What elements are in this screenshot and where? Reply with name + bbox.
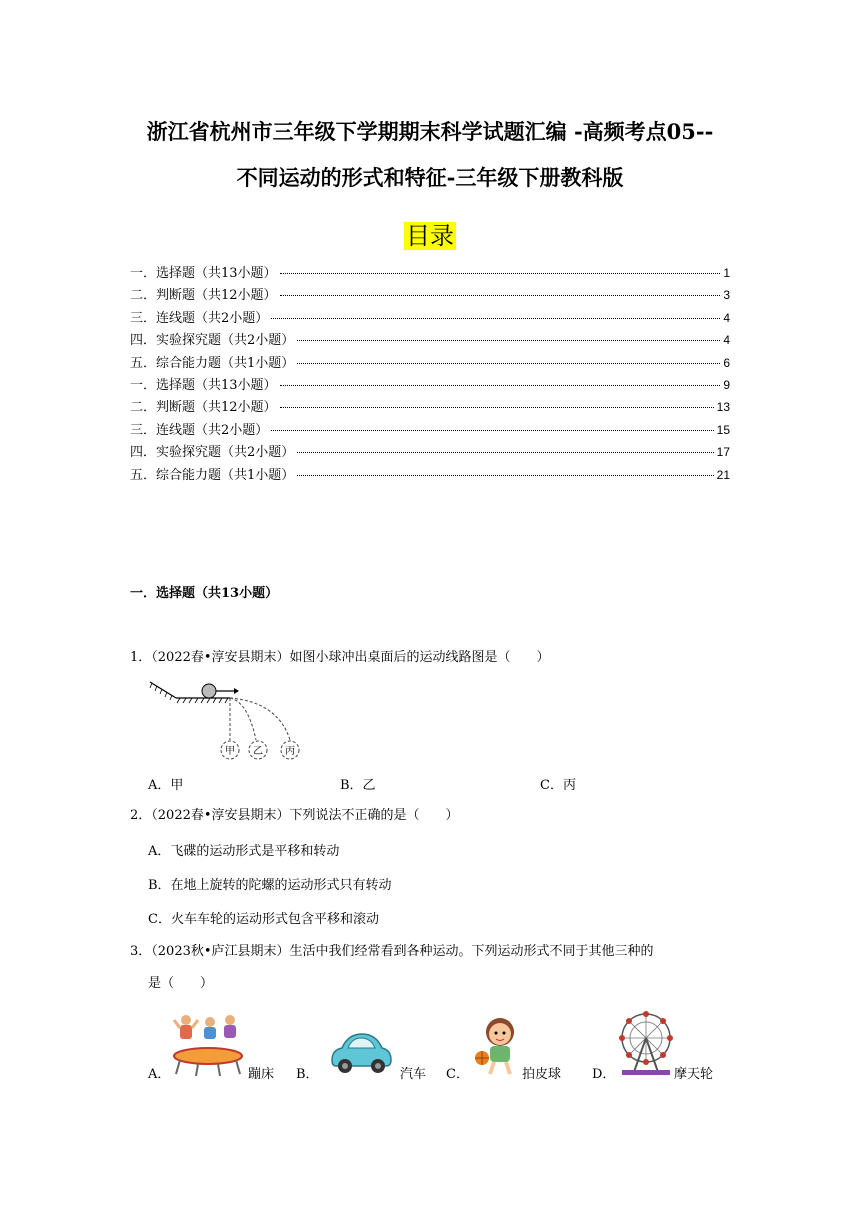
toc-entry-page: 1: [723, 266, 730, 280]
toc-entry[interactable]: [130, 441, 730, 463]
question-3-stem-line1: 3．（2023秋•庐江县期末）生活中我们经常看到各种运动。下列运动形式不同于其他三种的: [130, 944, 654, 959]
fig-label-jia: 甲: [225, 746, 235, 757]
toc-entry[interactable]: [130, 352, 730, 374]
document-title-line1: 浙江省杭州市三年级下学期期末科学试题汇编 -高频考点05--: [146, 119, 714, 144]
toc-leader-dots: [280, 385, 721, 386]
question-3-stem-line2: 是（ ）: [148, 976, 214, 991]
fig-label-yi: 乙: [253, 746, 263, 757]
q3-option-c-text: 拍皮球: [522, 1067, 562, 1082]
toc-entry-page: 15: [716, 422, 730, 437]
q3-option-c-letter: C．: [446, 1067, 469, 1082]
toc-entry[interactable]: [130, 374, 730, 396]
toc-entry-page: 4: [723, 310, 730, 325]
ball-icon: [202, 684, 216, 698]
fig-label-bing: 丙: [285, 746, 295, 757]
q3-option-b-text: 汽车: [400, 1067, 427, 1082]
toc-leader-dots: [297, 340, 720, 341]
toc-entry-page: 9: [723, 377, 730, 392]
question-2-stem: 2．（2022春•淳安县期末）下列说法不正确的是（ ）: [130, 808, 459, 823]
toc-leader-dots: [297, 363, 720, 364]
question-1-stem: 1．（2022春•淳安县期末）如图小球冲出桌面后的运动线路图是（ ）: [130, 650, 550, 665]
q2-option-c: C．火车车轮的运动形式包含平移和滚动: [148, 912, 379, 927]
q1-option-a: A．甲: [148, 778, 184, 793]
q1-option-b: B．乙: [340, 778, 376, 793]
toc-entry-page: 13: [716, 400, 730, 415]
q2-option-a: A．飞碟的运动形式是平移和转动: [148, 844, 340, 859]
q1-option-c: C．丙: [540, 778, 576, 793]
ball-trajectory-figure: [148, 680, 308, 766]
q3-option-b-letter: B．: [296, 1067, 319, 1082]
trampoline-icon: [170, 1012, 245, 1078]
toc-entry[interactable]: [130, 329, 730, 351]
toc-entry[interactable]: [130, 419, 730, 441]
q3-option-a-letter: A．: [148, 1067, 171, 1082]
toc-leader-dots: [271, 318, 720, 319]
q2-option-b: B．在地上旋转的陀螺的运动形式只有转动: [148, 878, 392, 893]
toc-entry[interactable]: [130, 464, 730, 486]
toc-entry-page: 17: [716, 445, 730, 460]
toc-entry-page: 4: [723, 333, 730, 348]
toc-entry-label: 三．连线题（共2小题）: [130, 310, 269, 326]
toc-entry[interactable]: [130, 262, 730, 284]
q3-option-a-text: 蹦床: [248, 1067, 275, 1082]
toc-entry-page: 6: [723, 355, 730, 370]
toc-entry-label: 四．实验探究题（共2小题）: [130, 445, 295, 461]
toc-entry-label: 一．选择题（共13小题）: [130, 377, 277, 393]
toc-leader-dots: [280, 407, 714, 408]
toc-entry-label: 二．判断题（共12小题）: [130, 288, 277, 304]
toc-entry-label: 五．综合能力题（共1小题）: [130, 467, 295, 483]
toc-entry-page: 21: [716, 467, 730, 482]
toc-entry-label: 五．综合能力题（共1小题）: [130, 355, 295, 371]
section-heading-choice: 一．选择题（共13小题）: [130, 586, 279, 601]
ferris-wheel-icon: [616, 1010, 676, 1078]
q3-option-d-text: 摩天轮: [674, 1067, 714, 1082]
toc-heading: 目录: [406, 222, 454, 250]
toc-entry-label: 三．连线题（共2小题）: [130, 422, 269, 438]
toc-entry-label: 一．选择题（共13小题）: [130, 266, 277, 281]
toc-entry-label: 二．判断题（共12小题）: [130, 400, 277, 416]
toc-leader-dots: [280, 295, 721, 296]
toc-leader-dots: [280, 273, 721, 274]
girl-bouncing-ball-icon: [472, 1014, 524, 1076]
car-icon: [328, 1028, 394, 1078]
toc-entry[interactable]: [130, 284, 730, 306]
toc-entry-label: 四．实验探究题（共2小题）: [130, 333, 295, 349]
toc-leader-dots: [271, 430, 713, 431]
document-title-line2: 不同运动的形式和特征-三年级下册教科版: [236, 165, 624, 190]
toc-entry-page: 3: [723, 288, 730, 303]
toc-leader-dots: [297, 475, 713, 476]
toc-entry[interactable]: [130, 307, 730, 329]
toc-entry[interactable]: [130, 396, 730, 418]
toc-leader-dots: [297, 452, 713, 453]
q3-option-d-letter: D．: [592, 1067, 616, 1082]
table-of-contents: [130, 262, 730, 486]
